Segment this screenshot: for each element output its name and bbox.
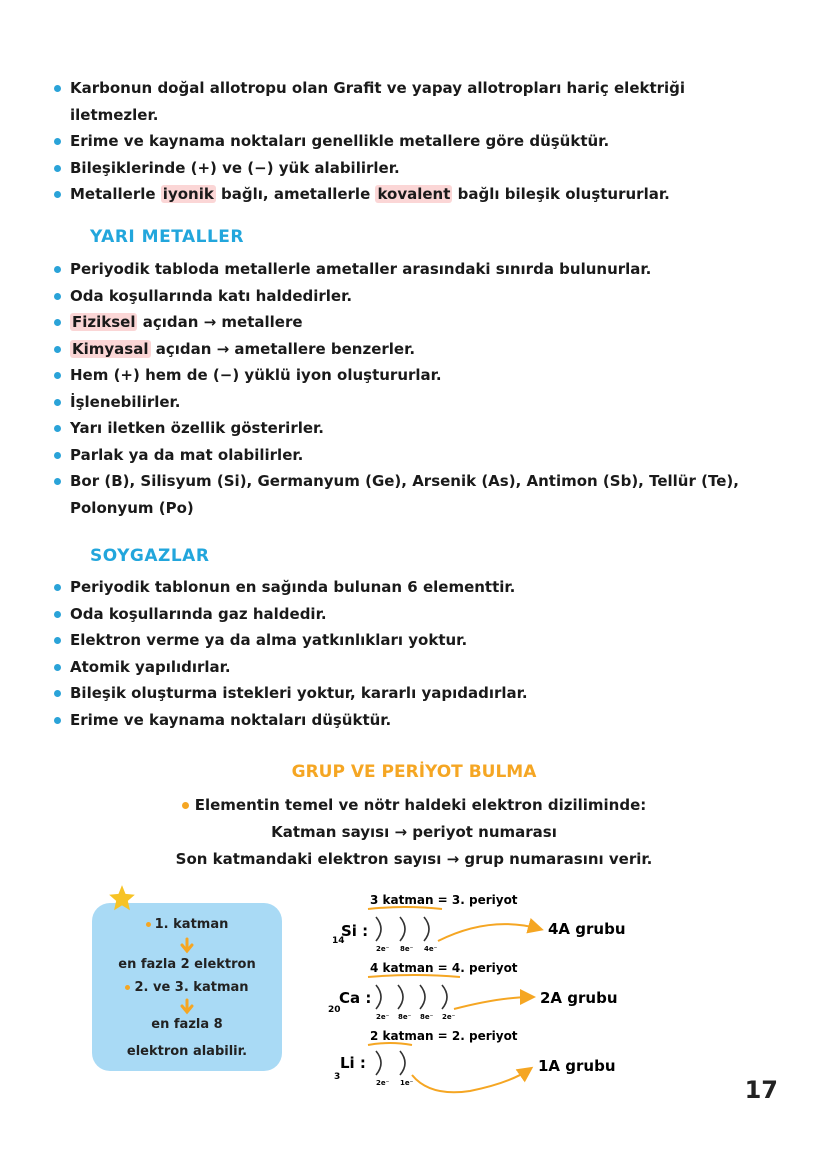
text: açıdan → ametallere benzerler.	[150, 339, 416, 358]
li-shell-electrons: 2e⁻	[376, 1079, 390, 1087]
shell-arc	[420, 985, 425, 1009]
page-number: 17	[744, 1076, 778, 1104]
li-group-arrow	[412, 1069, 530, 1092]
yari-metaller-list	[52, 256, 768, 521]
note-line: elektron alabilir.	[126, 1044, 248, 1059]
explanation-text: Elementin temel ve nötr haldeki elektron diziliminde:	[194, 796, 647, 814]
si-symbol: Si :	[341, 922, 369, 940]
note-line	[92, 980, 282, 995]
highlight-iyonik: iyonik	[162, 185, 214, 203]
si-period-brace	[368, 907, 442, 909]
highlight-fiziksel: Fiziksel	[72, 313, 136, 331]
list-item: Parlak ya da mat olabilirler.	[52, 442, 768, 469]
ca-symbol: Ca :	[339, 989, 372, 1007]
si-shell-electrons: 4e⁻	[424, 945, 438, 953]
list-item: İşlenebilirler.	[52, 389, 768, 416]
li-shells	[376, 1051, 405, 1075]
list-item	[52, 309, 768, 336]
list-item: Atomik yapılıdırlar.	[52, 654, 768, 681]
list-item: Hem (+) hem de (−) yüklü iyon oluştururlar.	[52, 362, 768, 389]
ca-period-label: 4 katman = 4. periyot	[370, 961, 518, 975]
shell-arc	[424, 917, 429, 941]
list-item: Periyodik tabloda metallerle ametaller arasındaki sınırda bulunurlar.	[52, 256, 768, 283]
shell-arc	[376, 985, 381, 1009]
shell-arc	[376, 917, 381, 941]
list-item	[52, 181, 768, 208]
ca-period-brace	[368, 975, 460, 977]
ca-atomic-number: 20	[328, 1005, 341, 1015]
ca-shells	[376, 985, 447, 1009]
note-text: 2. ve 3. katman	[134, 980, 249, 995]
note-line: en fazla 2 elektron	[118, 957, 256, 972]
bullet-dot-icon	[182, 802, 189, 809]
si-group-arrow	[438, 924, 540, 941]
electron-shell-diagram	[320, 885, 660, 1105]
note-line	[92, 917, 282, 932]
si-atomic-number: 14	[332, 936, 345, 946]
ca-shell-electrons: 2e⁻	[442, 1013, 456, 1021]
explanation-line: Son katmandaki elektron sayısı → grup numarasını verir.	[175, 850, 653, 868]
li-group-label: 1A grubu	[538, 1057, 616, 1075]
list-item: Bileşik oluşturma istekleri yoktur, kararlı yapıdadırlar.	[52, 680, 768, 707]
star-icon	[108, 884, 136, 912]
ca-shell-electrons: 2e⁻	[376, 1013, 390, 1021]
explanation-line: Katman sayısı → periyot numarası	[271, 823, 557, 841]
soygazlar-list	[52, 574, 768, 733]
shell-arc	[442, 985, 447, 1009]
li-atomic-number: 3	[334, 1072, 341, 1082]
li-symbol: Li :	[340, 1054, 366, 1072]
si-shells	[376, 917, 429, 941]
shell-arc	[400, 917, 405, 941]
text: bağlı, ametallerle	[215, 185, 376, 203]
si-shell-electrons: 8e⁻	[400, 945, 414, 953]
down-arrow-icon	[92, 937, 282, 955]
si-group-label: 4A grubu	[548, 920, 626, 938]
list-item: Yarı iletken özellik gösterirler.	[52, 415, 768, 442]
list-item	[52, 336, 768, 363]
section-title-soygazlar: SOYGAZLAR	[90, 546, 210, 566]
note-box	[92, 903, 282, 1071]
li-shell-electrons: 1e⁻	[400, 1079, 414, 1087]
ca-shell-electrons: 8e⁻	[420, 1013, 434, 1021]
note-text: 1. katman	[154, 917, 229, 932]
bullet-dot-icon	[146, 922, 151, 927]
list-item: Oda koşullarında katı haldedirler.	[52, 283, 768, 310]
ca-shell-electrons: 8e⁻	[398, 1013, 412, 1021]
text: bağlı bileşik oluştururlar.	[452, 185, 670, 203]
shell-arc	[398, 985, 403, 1009]
list-item: Periyodik tablonun en sağında bulunan 6 elementtir.	[52, 574, 768, 601]
ca-group-arrow	[454, 997, 532, 1009]
list-item: Oda koşullarında gaz haldedir.	[52, 601, 768, 628]
text: açıdan → metallere	[137, 313, 303, 331]
list-item: Karbonun doğal allotropu olan Grafit ve yapay allotropları hariç elektriği iletmezler.	[52, 75, 768, 128]
list-item: Elektron verme ya da alma yatkınlıkları yoktur.	[52, 627, 768, 654]
explanation-line	[0, 792, 828, 819]
li-period-brace	[368, 1043, 412, 1045]
note-line: en fazla 8	[151, 1017, 223, 1032]
list-item: Bor (B), Silisyum (Si), Germanyum (Ge), Arsenik (As), Antimon (Sb), Tellür (Te), Polonyum (Po)	[52, 468, 768, 521]
shell-arc	[400, 1051, 405, 1075]
list-item: Erime ve kaynama noktaları düşüktür.	[52, 707, 768, 734]
li-period-label: 2 katman = 2. periyot	[370, 1029, 518, 1043]
list-item: Bileşiklerinde (+) ve (−) yük alabilirler.	[52, 155, 768, 182]
list-item: Erime ve kaynama noktaları genellikle metallere göre düşüktür.	[52, 128, 768, 155]
section-title-yari-metaller: YARI METALLER	[90, 227, 245, 247]
si-period-label: 3 katman = 3. periyot	[370, 893, 518, 907]
ca-group-label: 2A grubu	[540, 989, 618, 1007]
shell-arc	[376, 1051, 381, 1075]
section-title-grup-periyot: GRUP VE PERİYOT BULMA	[291, 762, 537, 782]
text: Metallerle	[70, 185, 161, 203]
highlight-kovalent: kovalent	[377, 185, 451, 203]
si-shell-electrons: 2e⁻	[376, 945, 390, 953]
highlight-kimyasal: Kimyasal	[72, 339, 149, 358]
bullet-dot-icon	[125, 985, 130, 990]
intro-bullet-list	[52, 75, 768, 208]
grup-periyot-explanation	[0, 792, 828, 873]
down-arrow-icon	[92, 998, 282, 1016]
